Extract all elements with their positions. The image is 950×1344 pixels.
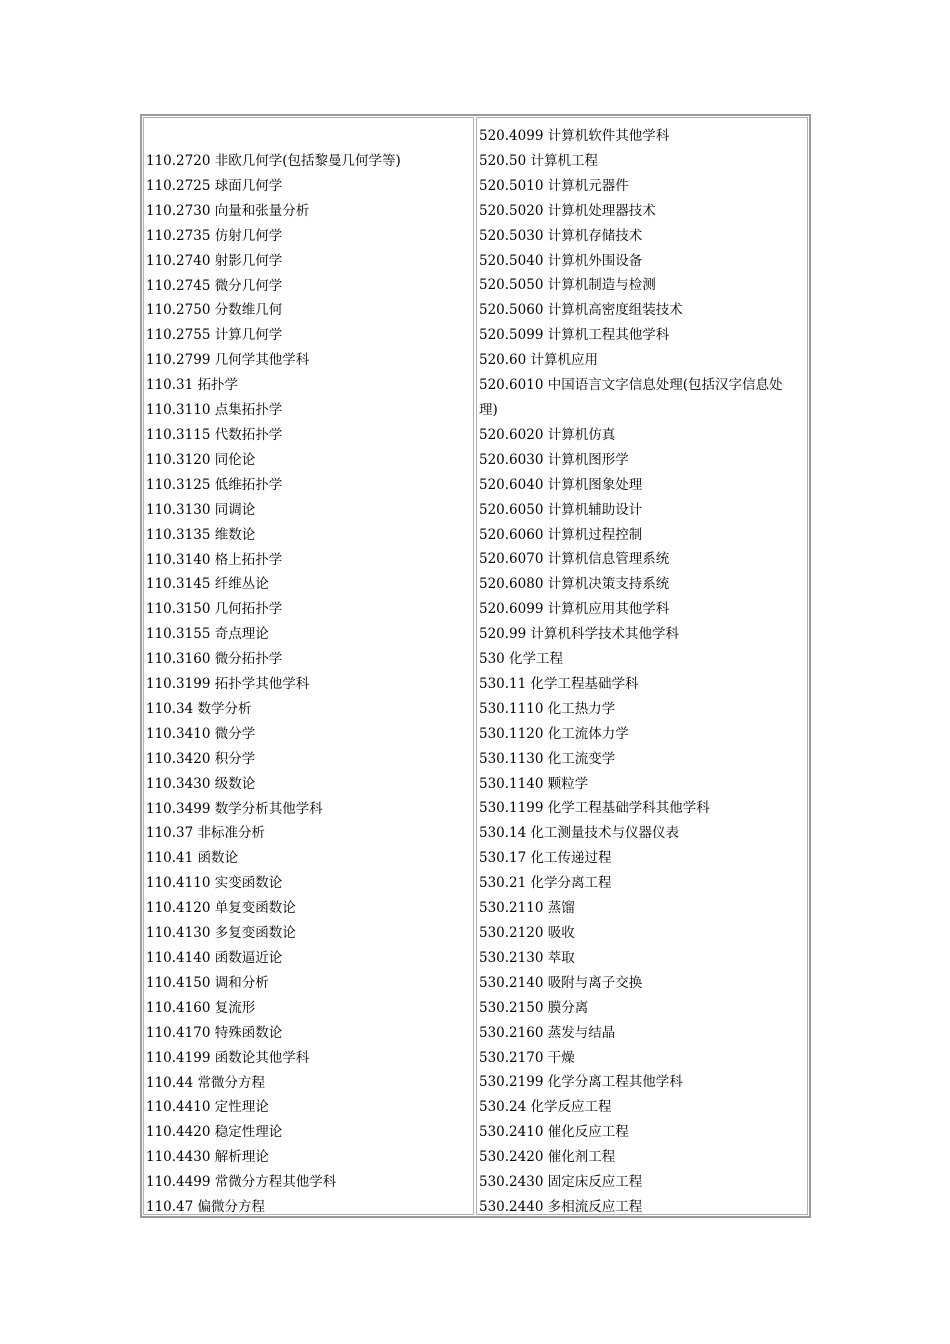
discipline-entry: 530.2120 吸收: [479, 925, 575, 941]
discipline-entry: 110.3120 同伦论: [146, 451, 256, 468]
discipline-entry: 110.2730 向量和张量分析: [146, 202, 310, 219]
discipline-entry: 110.3125 低维拓扑学: [146, 476, 283, 493]
discipline-entry: 110.4120 单复变函数论: [146, 900, 296, 917]
discipline-entry: 110.2799 几何学其他学科: [146, 352, 310, 369]
discipline-entry: 110.3155 奇点理论: [146, 626, 269, 643]
discipline-entry: 530.2110 蒸馏: [479, 900, 575, 917]
discipline-entry: 520.50 计算机工程: [479, 152, 599, 169]
discipline-entry: 110.3420 积分学: [146, 750, 256, 767]
discipline-entry: 520.5010 计算机元器件: [479, 177, 629, 194]
discipline-entry: 110.3140 格上拓扑学: [146, 551, 283, 568]
discipline-entry: 520.6030 计算机图形学: [479, 451, 629, 468]
left-column: [143, 117, 474, 1215]
discipline-entry: 530.1110 化工热力学: [479, 700, 616, 717]
discipline-entry: 110.4110 实变函数论: [146, 875, 283, 892]
discipline-entry: 110.41 函数论: [146, 850, 239, 867]
discipline-entry: 520.6040 计算机图象处理: [479, 476, 643, 493]
discipline-entry: 110.34 数学分析: [146, 700, 252, 717]
discipline-entry: 110.2755 计算几何学: [146, 327, 283, 344]
discipline-entry: 520.6050 计算机辅助设计: [479, 501, 643, 518]
discipline-entry: 110.4140 函数逼近论: [146, 950, 283, 966]
discipline-entry: 520.99 计算机科学技术其他学科: [479, 626, 680, 643]
discipline-entry: 110.3410 微分学: [146, 725, 256, 742]
discipline-entry: 520.5099 计算机工程其他学科: [479, 327, 670, 344]
discipline-entry: 110.2720 非欧几何学(包括黎曼几何学等): [146, 153, 401, 169]
discipline-entry: 110.4160 复流形: [146, 999, 256, 1016]
discipline-entry: 520.6010 中国语言文字信息处理(包括汉字信息处理): [479, 377, 783, 418]
discipline-entry: 110.3430 级数论: [146, 775, 256, 792]
discipline-entry: 110.3110 点集拓扑学: [146, 402, 283, 419]
discipline-entry: 530 化学工程: [479, 651, 564, 668]
discipline-entry: 530.24 化学反应工程: [479, 1099, 612, 1116]
discipline-entry: 110.37 非标准分析: [146, 825, 266, 842]
discipline-entry: 530.2430 固定床反应工程: [479, 1174, 643, 1191]
discipline-entry: 110.2725 球面几何学: [146, 177, 283, 194]
discipline-entry: 530.14 化工测量技术与仪器仪表: [479, 825, 680, 842]
discipline-entry: 520.6080 计算机决策支持系统: [479, 576, 670, 593]
right-column: [476, 117, 808, 1215]
discipline-entry: 530.1199 化学工程基础学科其他学科: [479, 800, 710, 817]
discipline-entry: 520.5050 计算机制造与检测: [479, 277, 656, 294]
discipline-entry: 520.6060 计算机过程控制: [479, 526, 643, 543]
discipline-entry: 110.3150 几何拓扑学: [146, 601, 283, 618]
discipline-entry: 530.1120 化工流体力学: [479, 725, 629, 742]
discipline-entry: 530.2440 多相流反应工程: [479, 1198, 643, 1215]
discipline-entry: 520.6099 计算机应用其他学科: [479, 601, 670, 618]
discipline-entry: 530.2170 干燥: [479, 1049, 575, 1066]
discipline-entry: 520.5020 计算机处理器技术: [479, 202, 656, 219]
discipline-entry: 530.21 化学分离工程: [479, 875, 612, 892]
discipline-entry: 520.5060 计算机高密度组装技术: [479, 302, 683, 319]
discipline-entry: 520.6070 计算机信息管理系统: [479, 551, 670, 568]
discipline-entry: 530.2410 催化反应工程: [479, 1124, 629, 1141]
discipline-entry: 110.3199 拓扑学其他学科: [146, 676, 310, 693]
discipline-entry: 110.3115 代数拓扑学: [146, 426, 283, 443]
discipline-entry: 110.31 拓扑学: [146, 377, 239, 394]
discipline-entry: 530.2140 吸附与离子交换: [479, 974, 643, 991]
discipline-entry: 110.2750 分数维几何: [146, 302, 283, 319]
discipline-entry: 110.3160 微分拓扑学: [146, 651, 283, 668]
discipline-entry: 530.1130 化工流变学: [479, 750, 616, 767]
discipline-entry: 110.4420 稳定性理论: [146, 1124, 283, 1141]
discipline-entry: 110.3130 同调论: [146, 501, 256, 518]
discipline-entry: 110.4130 多复变函数论: [146, 925, 296, 942]
discipline-entry: 110.4170 特殊函数论: [146, 1024, 283, 1041]
discipline-entry: 520.5030 计算机存储技术: [479, 227, 643, 244]
discipline-entry: 110.4499 常微分方程其他学科: [146, 1174, 337, 1191]
discipline-entry: 110.4430 解析理论: [146, 1149, 269, 1166]
discipline-entry: 530.11 化学工程基础学科: [479, 675, 639, 692]
discipline-entry: 520.6020 计算机仿真: [479, 426, 616, 443]
discipline-entry: 110.4199 函数论其他学科: [146, 1049, 310, 1066]
discipline-entry: 520.4099 计算机软件其他学科: [479, 128, 670, 144]
discipline-entry: 530.2420 催化剂工程: [479, 1149, 616, 1166]
discipline-entry: 530.2150 膜分离: [479, 999, 589, 1016]
discipline-entry: 110.4410 定性理论: [146, 1099, 269, 1116]
discipline-entry: 520.5040 计算机外围设备: [479, 252, 643, 269]
discipline-entry: 110.3499 数学分析其他学科: [146, 800, 323, 817]
discipline-entry: 530.2160 蒸发与结晶: [479, 1024, 616, 1041]
discipline-entry: 530.2130 萃取: [479, 949, 575, 966]
discipline-entry: 110.2735 仿射几何学: [146, 227, 283, 244]
discipline-entry: 530.2199 化学分离工程其他学科: [479, 1074, 683, 1091]
discipline-entry: 530.1140 颗粒学: [479, 775, 589, 792]
discipline-entry: 530.17 化工传递过程: [479, 850, 612, 867]
discipline-code-table: [140, 114, 811, 1218]
discipline-entry: 110.47 偏微分方程: [146, 1199, 266, 1215]
discipline-entry: 110.2740 射影几何学: [146, 252, 283, 269]
discipline-entry: 110.44 常微分方程: [146, 1074, 266, 1091]
discipline-entry: 520.60 计算机应用: [479, 352, 599, 369]
discipline-entry: 110.3135 维数论: [146, 526, 256, 543]
discipline-entry: 110.3145 纤维丛论: [146, 576, 269, 593]
discipline-entry: 110.4150 调和分析: [146, 974, 269, 991]
discipline-entry: 110.2745 微分几何学: [146, 277, 283, 294]
